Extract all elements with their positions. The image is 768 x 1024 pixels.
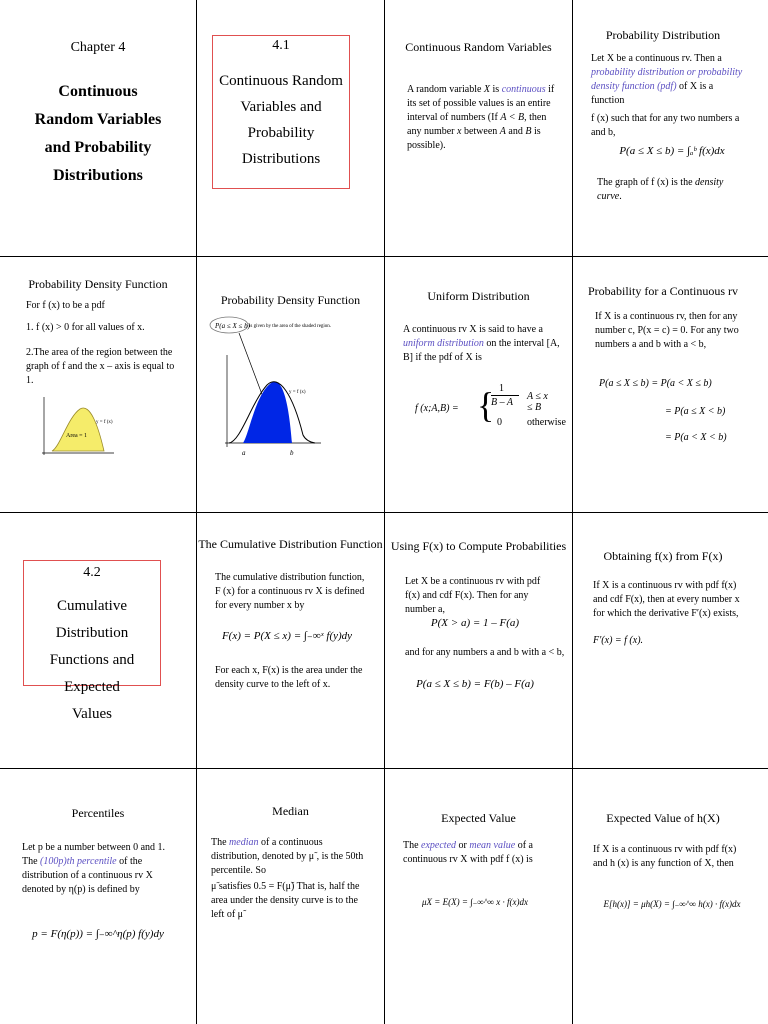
- chapter-title-line: Continuous: [58, 83, 138, 100]
- axis-label-a: a: [242, 449, 246, 457]
- slide-body: 1. f (x) > 0 for all values of x.: [26, 322, 145, 333]
- slide-body: A random variable X is continuous if its set of possible values is an entire interval of numbers (If A < B, then any number x between A and B is possible).: [407, 84, 555, 151]
- slide-title: The Cumulative Distribution Function: [198, 537, 383, 551]
- slide-body: Let p be a number between 0 and 1. The (100p)th percentile of the distribution of a continuous rv X denoted by η(p) is defined by: [22, 842, 166, 895]
- slide-body: Let X be a continuous rv. Then a probability distribution or probability density function (pdf) of X is a function: [591, 53, 743, 106]
- chapter-title-line: and Probability: [44, 139, 152, 156]
- slide-title: Expected Value of h(X): [606, 811, 720, 825]
- definition-term: mean value: [469, 840, 516, 851]
- slide-probability-distribution: [573, 0, 768, 256]
- section-number: 4.2: [83, 565, 101, 580]
- slide-body: If X is a continuous rv with pdf f(x) and cdf F(x), then at every number x for which the derivative F′(x) exists,: [593, 580, 740, 619]
- section-title-line: Cumulative Distribution: [55, 598, 129, 641]
- slide-title: Expected Value: [441, 811, 516, 825]
- curve-label: y = f (x): [96, 420, 113, 425]
- area-region: [52, 408, 104, 451]
- section-title-line: Values: [72, 706, 112, 722]
- slide-body: μ̃ satisfies 0.5 = F(μ̃) That is, half the area under the density curve is to the left of μ̃: [211, 881, 360, 920]
- brace: {: [477, 385, 495, 425]
- chapter-title: [0, 78, 196, 190]
- formula-line: P(a ≤ X ≤ b) = F(b) – F(a): [416, 678, 534, 690]
- slide-cdf: [197, 513, 384, 768]
- slide-title: Obtaining f(x) from F(x): [603, 549, 723, 563]
- slide-body: For each x, F(x) is the area under the density curve to the left of x.: [215, 665, 363, 690]
- slide-continuous-rv: [385, 0, 572, 256]
- definition-term: probability distribution or probability density function (pdf): [591, 67, 743, 92]
- expected-value-h-formula: E[h(x)] = μh(X) = ∫₋∞^∞ h(x) · f(x)dx: [603, 899, 741, 909]
- slide-title: Percentiles: [71, 806, 125, 820]
- definition-term: uniform distribution: [403, 338, 484, 349]
- slide-title: Using F(x) to Compute Probabilities: [390, 539, 567, 553]
- slide-percentiles: [0, 769, 196, 1024]
- slide-title: Uniform Distribution: [427, 289, 530, 303]
- slide-using-cdf: [385, 513, 572, 768]
- slide-body: A continuous rv X is said to have a uniform distribution on the interval [A, B] if the pdf of X is: [403, 324, 560, 363]
- definition-term: median: [229, 837, 259, 848]
- slide-title: Probability Distribution: [605, 28, 721, 42]
- slide-expected-value-h: [573, 769, 768, 1024]
- slide-title: Continuous Random Variables: [405, 40, 552, 54]
- formula-line: P(X > a) = 1 – F(a): [430, 617, 520, 629]
- expected-value-formula: μX = E(X) = ∫₋∞^∞ x · f(x)dx: [422, 897, 528, 907]
- slide-title: Probability Density Function: [220, 293, 361, 307]
- formula-line: = P(a ≤ X < b): [665, 406, 726, 417]
- derivative-formula: F′(x) = f (x).: [593, 635, 644, 646]
- slide-body: For f (x) to be a pdf: [26, 300, 105, 311]
- slide-body: If X is a continuous rv with pdf f(x) and h (x) is any function of X, then: [593, 844, 737, 869]
- slide-chapter-title: [0, 0, 196, 256]
- slide-body: f (x) such that for any two numbers a and b,: [591, 113, 740, 138]
- definition-term: expected: [421, 840, 457, 851]
- slide-body: The cumulative distribution function, F (x) for a continuous rv X is defined for every number x by: [215, 572, 365, 611]
- slide-obtaining-pdf: [573, 513, 768, 768]
- section-title: [24, 593, 160, 728]
- slide-pdf-shaded: [197, 257, 384, 512]
- slide-median: [197, 769, 384, 1024]
- slide-section-4-1: [197, 0, 384, 256]
- slide-pdf-conditions: [0, 257, 196, 512]
- slide-uniform-distribution: [385, 257, 572, 512]
- slide-title: Probability Density Function: [28, 277, 168, 291]
- section-box: [23, 560, 161, 722]
- section-title: [213, 68, 349, 172]
- section-title-line: Variables and: [240, 99, 322, 115]
- slide-expected-value: [385, 769, 572, 1024]
- slide-body: The expected or mean value of a continuous rv X with pdf f (x) is: [403, 840, 533, 865]
- definition-term: (100p)th percentile: [40, 856, 117, 867]
- section-title-line: Functions and Expected: [49, 652, 135, 695]
- chapter-title-line: Random Variables: [34, 111, 162, 128]
- slide-body: The median of a continuous distribution, denoted by μ̃ , is the 50th percentile. So: [211, 837, 364, 876]
- slide-body: and for any numbers a and b with a < b,: [405, 647, 565, 658]
- pdf-shaded-figure: [205, 315, 345, 465]
- uniform-pdf-formula: f (x;A,B) = { 1 B – A A ≤ x ≤ B 0 otherwise: [415, 383, 566, 428]
- chapter-label: Chapter 4: [70, 40, 126, 55]
- section-title-line: Continuous Random: [219, 73, 343, 89]
- formula-lhs: f (x;A,B) =: [415, 403, 459, 414]
- slide-body: Let X be a continuous rv with pdf f(x) and cdf F(x). Then for any number a,: [405, 576, 541, 615]
- slide-title: Median: [272, 804, 309, 818]
- area-label: Area = 1: [66, 433, 88, 439]
- callout-leader: [239, 333, 263, 397]
- definition-term: continuous: [501, 84, 546, 95]
- pdf-formula: P(a ≤ X ≤ b) = ∫ₐᵇ f(x)dx: [619, 145, 725, 157]
- callout-formula: P(a ≤ X ≤ b): [215, 322, 250, 330]
- slide-body: The graph of f (x) is the density curve.: [597, 177, 724, 202]
- slide-probability-continuous: [573, 257, 768, 512]
- section-number: 4.1: [272, 38, 290, 53]
- axis-label-b: b: [290, 449, 294, 457]
- formula-line: P(a ≤ X ≤ b) = P(a < X ≤ b): [599, 378, 712, 389]
- formula-line: = P(a < X < b): [665, 432, 727, 443]
- section-box: [212, 35, 350, 189]
- slide-body: If X is a continuous rv, then for any number c, P(x = c) = 0. For any two numbers a and b with a < b,: [595, 311, 739, 350]
- chapter-title-line: Distributions: [53, 167, 143, 184]
- slide-section-4-2: [0, 513, 196, 768]
- pdf-area-figure: [38, 395, 120, 459]
- callout-text: is given by the area of the shaded region.: [249, 324, 332, 329]
- slide-title: Probability for a Continuous rv: [588, 284, 738, 298]
- cdf-formula: F(x) = P(X ≤ x) = ∫₋∞ˣ f(y)dy: [221, 630, 353, 642]
- slide-body: 2.The area of the region between the graph of f and the x – axis is equal to 1.: [26, 347, 175, 386]
- percentile-formula: p = F(η(p)) = ∫₋∞^η(p) f(y)dy: [32, 928, 164, 940]
- curve-label: y = f (x): [289, 390, 306, 395]
- section-title-line: Probability Distributions: [241, 125, 321, 167]
